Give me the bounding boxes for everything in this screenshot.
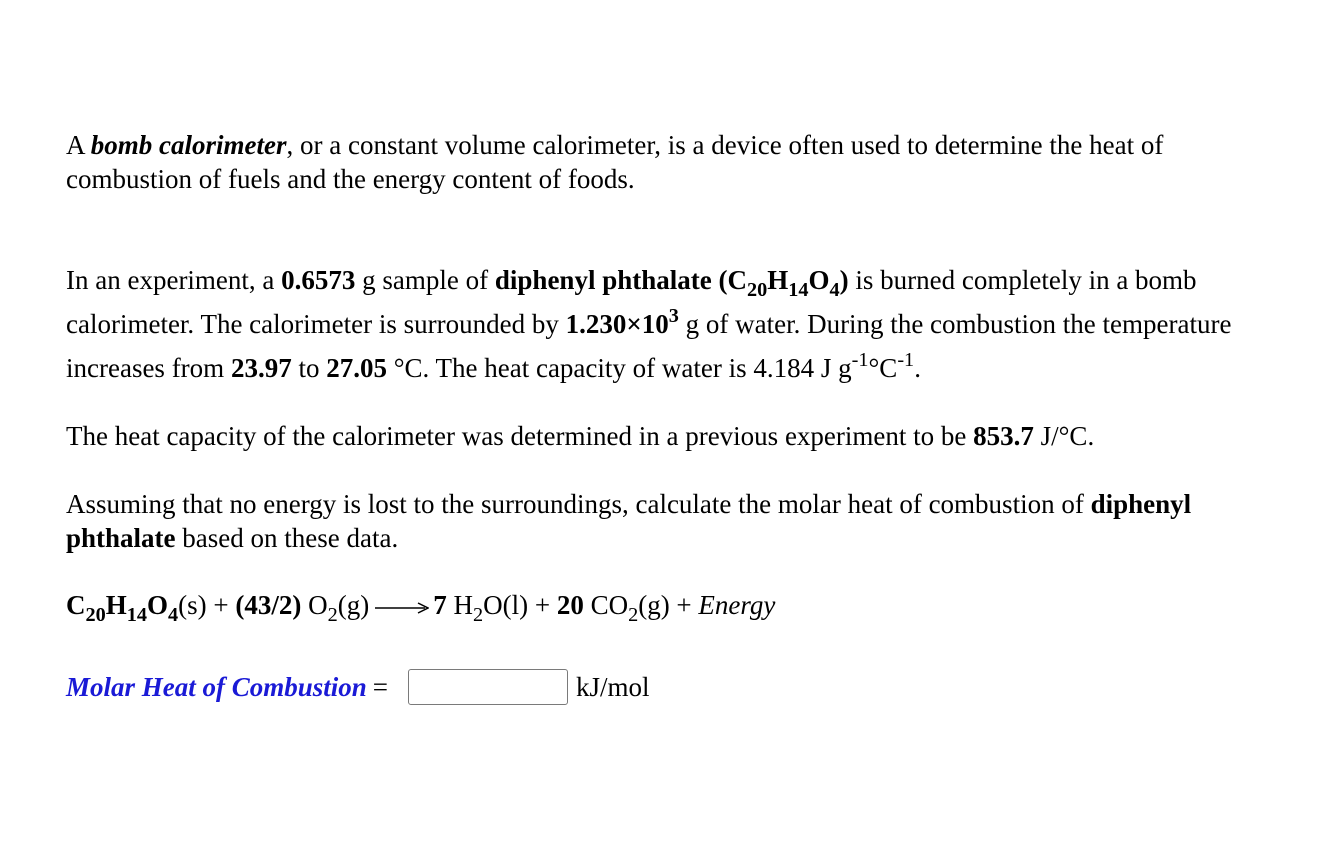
question-text: Assuming that no energy is lost to the surroundings, calculate the molar heat of combustion of (66, 489, 1084, 519)
molar-heat-input[interactable] (408, 669, 568, 705)
oxygen-formula: $O_2$ (308, 590, 338, 627)
water-heat-capacity-text: °C. The heat capacity of water is 4.184 J g (393, 353, 852, 383)
bomb-calorimeter-term: bomb calorimeter (90, 130, 287, 160)
reactant-formula: $C_{20}H_{14}O_4$ (66, 590, 179, 627)
unit-text: °C (868, 353, 898, 383)
sample-mass: 0.6573 (281, 265, 356, 295)
initial-temperature: 23.97 (230, 353, 292, 383)
calorimeter-paragraph (66, 419, 1266, 453)
intro-text: A (66, 130, 85, 160)
experiment-text: is burned completely in a bomb calorimeter. The calorimeter is surrounded by (66, 265, 1197, 339)
co2-formula: $CO_2$ (590, 590, 639, 627)
co2-coefficient: 20 (556, 590, 584, 620)
exponent: -1 (851, 348, 869, 371)
water-formula: $H_2O(l)$ + (453, 590, 551, 627)
answer-unit: kJ/mol (576, 672, 650, 702)
compound-name: diphenyl phthalate (494, 265, 712, 295)
experiment-text: g sample of (362, 265, 489, 295)
question-text: based on these data. (182, 523, 399, 553)
compound-formula: $(C_{20}H_{14}O_4)$ (718, 265, 849, 302)
final-temperature: 27.05 (326, 353, 387, 383)
intro-paragraph (66, 128, 1266, 196)
answer-label: Molar Heat of Combustion (66, 672, 367, 702)
reaction-arrow-icon (375, 602, 429, 614)
energy-term: Energy (698, 590, 776, 620)
answer-row (66, 666, 1266, 708)
water-coefficient: 7 (433, 590, 447, 620)
oxygen-coefficient: (43/2) (235, 590, 302, 620)
experiment-text: g of water. During the combustion the temperature increases from (66, 309, 1232, 383)
intro-text-rest: , or a constant volume calorimeter, is a device often used to determine the heat of combustion of fuels and the energy content of foods. (66, 130, 1164, 194)
experiment-text: In an experiment, a (66, 265, 275, 295)
equals-sign: = (372, 672, 389, 702)
water-mass: $1.230\times 10^3$ (565, 304, 679, 339)
calorimeter-heat-capacity: 853.7 (973, 421, 1034, 451)
question-paragraph (66, 487, 1266, 555)
experiment-text: to (298, 353, 320, 383)
calorimeter-text: The heat capacity of the calorimeter was determined in a previous experiment to be (66, 421, 967, 451)
exponent: -1 (897, 348, 915, 371)
experiment-paragraph: In an experiment, a 0.6573 g sample of diphenyl phthalate $(C_{20}H_{14}O_4)$ is burned completely in a bomb calorimeter. The calorimeter is surrounded by $1.230\times 10^3$ g of water. During the combustion the temperature increases from 23.97 to 27.05 °C. The heat capacity of water is 4.184 J $g^{-1}^\circ C^{-1}$. (66, 265, 1232, 383)
calorimeter-unit: J/°C. (1040, 421, 1095, 451)
combustion-equation: $C_{20}H_{14}O_4(s) + (43/2)$ $O_2(g)$ 7 $H_2O(l) + 20$ $CO_2(g)$ + Energy (66, 590, 776, 627)
compound-name: diphenyl phthalate (66, 489, 1192, 553)
